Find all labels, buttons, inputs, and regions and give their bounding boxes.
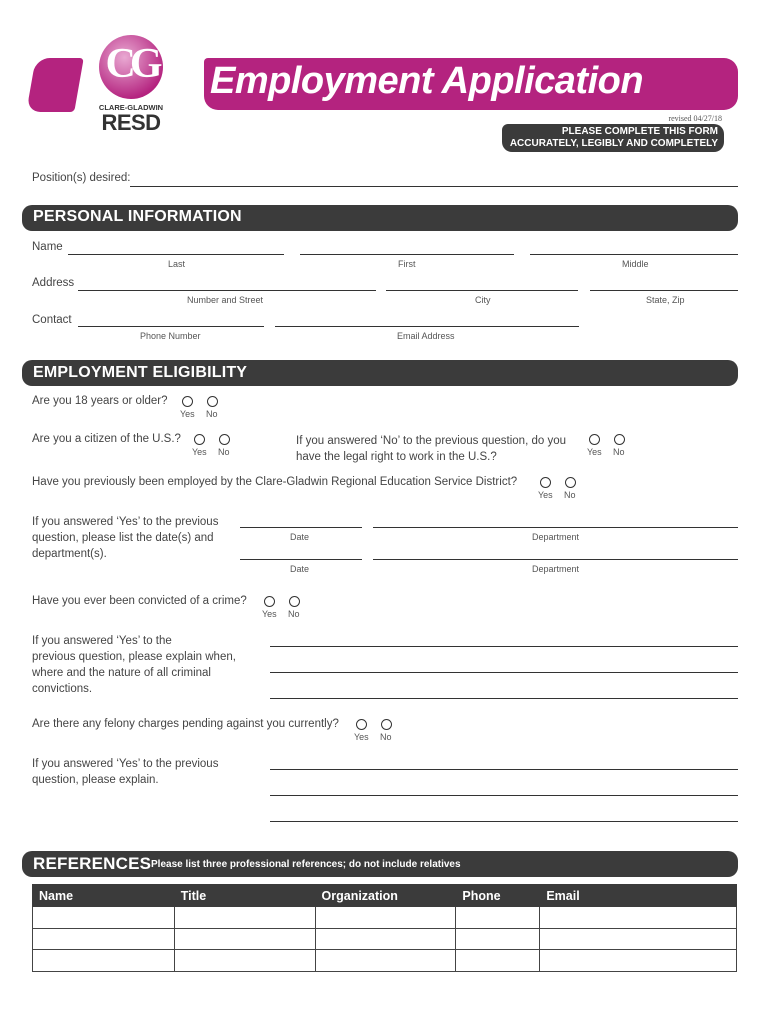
- address-street-caption: Number and Street: [187, 295, 264, 305]
- eligibility-title: EMPLOYMENT ELIGIBILITY: [33, 364, 248, 381]
- felony-yes-label: Yes: [354, 732, 369, 742]
- crime-explain-input-3[interactable]: [270, 698, 738, 699]
- question-age: Are you 18 years or older?: [32, 395, 168, 407]
- previous-explain-text: [32, 514, 218, 562]
- question-legal-right-line-1: If you answered ‘No’ to the previous question, do you: [296, 435, 566, 447]
- age-yes-label: Yes: [180, 409, 195, 419]
- references-table: [32, 884, 737, 972]
- address-state-caption: State, Zip: [646, 295, 685, 305]
- previous-no-label: No: [564, 490, 576, 500]
- previous-dept-2-input[interactable]: [373, 559, 738, 560]
- instruction-badge: [502, 124, 724, 152]
- col-name-header: Name: [33, 885, 175, 907]
- felony-yes-radio[interactable]: [356, 719, 367, 730]
- ref-3-name-cell[interactable]: [33, 950, 175, 972]
- address-city-input[interactable]: [386, 290, 578, 291]
- felony-no-radio[interactable]: [381, 719, 392, 730]
- table-row: [33, 950, 737, 972]
- crime-explain-line-1: If you answered ‘Yes’ to the: [32, 635, 172, 647]
- col-phone-header: Phone: [456, 885, 540, 907]
- ref-1-email-cell[interactable]: [540, 907, 737, 929]
- felony-no-label: No: [380, 732, 392, 742]
- col-email-header: Email: [540, 885, 737, 907]
- age-yes-radio[interactable]: [182, 396, 193, 407]
- logo-letters: CG: [105, 41, 157, 87]
- citizen-no-radio[interactable]: [219, 434, 230, 445]
- name-label: Name: [32, 241, 63, 253]
- ref-3-email-cell[interactable]: [540, 950, 737, 972]
- question-felony: Are there any felony charges pending against you currently?: [32, 718, 339, 730]
- legal-yes-radio[interactable]: [589, 434, 600, 445]
- table-row: [33, 928, 737, 950]
- felony-explain-line-2: question, please explain.: [32, 774, 159, 786]
- logo-resd: RESD: [101, 110, 161, 135]
- name-first-caption: First: [398, 259, 416, 269]
- previous-date-1-caption: Date: [290, 532, 310, 542]
- instruction-line-1: PLEASE COMPLETE THIS FORM: [561, 126, 718, 137]
- page-title: Employment Application: [210, 60, 644, 102]
- contact-email-caption: Email Address: [397, 331, 455, 341]
- contact-phone-input[interactable]: [78, 326, 264, 327]
- contact-phone-caption: Phone Number: [140, 331, 201, 341]
- ref-2-title-cell[interactable]: [174, 928, 315, 950]
- citizen-yes-label: Yes: [192, 447, 207, 457]
- contact-email-input[interactable]: [275, 326, 579, 327]
- col-title-header: Title: [174, 885, 315, 907]
- ref-1-title-cell[interactable]: [174, 907, 315, 929]
- previous-yes-label: Yes: [538, 490, 553, 500]
- previous-date-1-input[interactable]: [240, 527, 362, 528]
- crime-explain-line-4: convictions.: [32, 683, 93, 695]
- references-title: REFERENCES: [33, 854, 152, 873]
- legal-no-radio[interactable]: [614, 434, 625, 445]
- previous-date-2-caption: Date: [290, 564, 310, 574]
- crime-explain-line-3: where and the nature of all criminal: [32, 667, 211, 679]
- name-first-input[interactable]: [300, 254, 514, 255]
- crime-explain-input-1[interactable]: [270, 646, 738, 647]
- question-legal-right-line-2: have the legal right to work in the U.S.?: [296, 451, 497, 463]
- previous-yes-radio[interactable]: [540, 477, 551, 488]
- accent-tab: [26, 58, 84, 112]
- question-citizen: Are you a citizen of the U.S.?: [32, 433, 181, 445]
- question-crime: Have you ever been convicted of a crime?: [32, 595, 247, 607]
- previous-dept-1-input[interactable]: [373, 527, 738, 528]
- crime-explain-input-2[interactable]: [270, 672, 738, 673]
- previous-dept-1-caption: Department: [532, 532, 580, 542]
- crime-yes-label: Yes: [262, 609, 277, 619]
- crime-explain-text: [32, 633, 236, 697]
- address-city-caption: City: [475, 295, 491, 305]
- question-legal-right: [296, 433, 566, 465]
- address-label: Address: [32, 277, 75, 289]
- ref-1-organization-cell[interactable]: [315, 907, 456, 929]
- name-last-caption: Last: [168, 259, 186, 269]
- previous-explain-line-1: If you answered ‘Yes’ to the previous: [32, 516, 219, 528]
- table-row: [33, 907, 737, 929]
- instruction-line-2: ACCURATELY, LEGIBLY AND COMPLETELY: [509, 138, 718, 149]
- citizen-no-label: No: [218, 447, 230, 457]
- address-street-input[interactable]: [78, 290, 376, 291]
- previous-no-radio[interactable]: [565, 477, 576, 488]
- ref-3-phone-cell[interactable]: [456, 950, 540, 972]
- felony-explain-input-3[interactable]: [270, 821, 738, 822]
- felony-explain-text: [32, 756, 218, 788]
- crime-no-radio[interactable]: [289, 596, 300, 607]
- logo-org: CLARE-GLADWIN: [98, 103, 164, 112]
- ref-3-title-cell[interactable]: [174, 950, 315, 972]
- ref-2-name-cell[interactable]: [33, 928, 175, 950]
- ref-2-phone-cell[interactable]: [456, 928, 540, 950]
- felony-explain-input-1[interactable]: [270, 769, 738, 770]
- revised-date: revised 04/27/18: [668, 114, 722, 123]
- col-organization-header: Organization: [315, 885, 456, 907]
- references-note: Please list three professional references; do not include relatives: [151, 859, 461, 870]
- question-previous-employment: Have you previously been employed by the Clare-Gladwin Regional Education Service District?: [32, 476, 518, 488]
- ref-1-phone-cell[interactable]: [456, 907, 540, 929]
- previous-explain-line-2: question, please list the date(s) and: [32, 532, 214, 544]
- ref-2-organization-cell[interactable]: [315, 928, 456, 950]
- references-header-row: [33, 885, 737, 907]
- legal-yes-label: Yes: [587, 447, 602, 457]
- citizen-yes-radio[interactable]: [194, 434, 205, 445]
- felony-explain-line-1: If you answered ‘Yes’ to the previous: [32, 758, 219, 770]
- crime-explain-line-2: previous question, please explain when,: [32, 651, 236, 663]
- legal-no-label: No: [613, 447, 625, 457]
- age-no-radio[interactable]: [207, 396, 218, 407]
- age-no-label: No: [206, 409, 218, 419]
- previous-date-2-input[interactable]: [240, 559, 362, 560]
- previous-dept-2-caption: Department: [532, 564, 580, 574]
- logo: [97, 32, 165, 138]
- name-middle-caption: Middle: [622, 259, 649, 269]
- previous-explain-line-3: department(s).: [32, 548, 107, 560]
- crime-yes-radio[interactable]: [264, 596, 275, 607]
- position-label: Position(s) desired:: [32, 172, 131, 184]
- position-input[interactable]: [130, 186, 738, 187]
- name-last-input[interactable]: [68, 254, 284, 255]
- felony-explain-input-2[interactable]: [270, 795, 738, 796]
- contact-label: Contact: [32, 314, 72, 326]
- ref-3-organization-cell[interactable]: [315, 950, 456, 972]
- ref-2-email-cell[interactable]: [540, 928, 737, 950]
- ref-1-name-cell[interactable]: [33, 907, 175, 929]
- crime-no-label: No: [288, 609, 300, 619]
- name-middle-input[interactable]: [530, 254, 738, 255]
- address-state-input[interactable]: [590, 290, 738, 291]
- personal-info-title: PERSONAL INFORMATION: [33, 208, 242, 225]
